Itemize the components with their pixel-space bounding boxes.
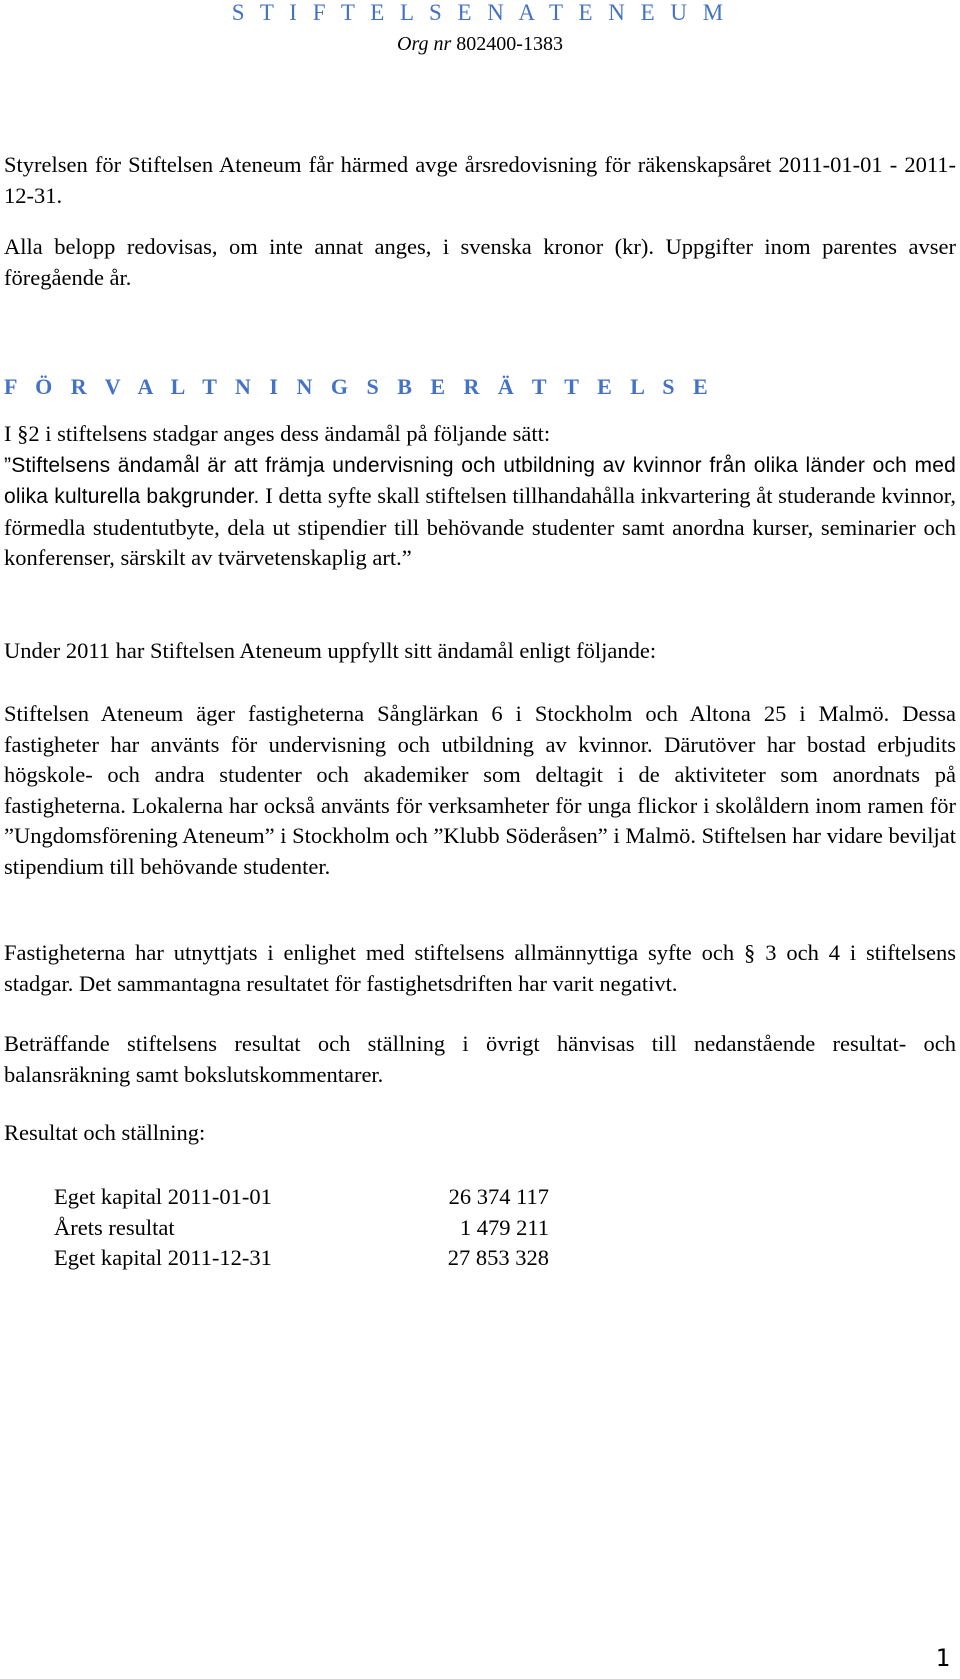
page-number: 1 — [935, 1644, 950, 1672]
result-value: 26 374 117 — [448, 1184, 549, 1209]
property-paragraph — [4, 938, 956, 999]
result-label: Eget kapital 2011-01-01 — [54, 1184, 272, 1209]
statute-paragraph — [4, 419, 956, 574]
table-row — [54, 1243, 549, 1274]
reference-paragraph: Beträffande stiftelsens resultat och ställning i övrigt hänvisas till nedanstående resultat- och balansräkning samt bokslutskommentarer. — [4, 1031, 956, 1087]
intro-paragraph-2: Alla belopp redovisas, om inte annat anges, i svenska kronor (kr). Uppgifter inom parentes avser föregående år. — [4, 234, 956, 290]
property-part-a: Fastigheterna har utnyttjats i enlighet med stiftelsens allmännyttiga syfte och § 3 och 4 i stiftelsens stadgar. — [4, 940, 956, 996]
result-label: Årets resultat — [54, 1214, 175, 1240]
statute-quote-part-b: I detta syfte skall stiftelsen tillhandahålla inkvartering åt studerande kvinnor, förmedla studentutbyte, dela ut stipendier till behövande studenter samt anordna kurser, seminarier och konferenser, särskilt av tvärvetenskaplig art.” — [4, 483, 957, 570]
statute-quote-part-a: ”Stiftelsens ändamål är att främja undervisning och utbildning av kvinnor från olika länder och med olika kulturella bakgrunder. — [4, 453, 956, 508]
document-header — [0, 0, 960, 56]
result-value: 27 853 328 — [447, 1245, 549, 1270]
fulfilment-intro: Under 2011 har Stiftelsen Ateneum uppfyllt sitt ändamål enligt följande: — [4, 638, 657, 663]
result-value: 1 479 211 — [459, 1214, 549, 1240]
fulfilment-paragraph — [4, 699, 956, 882]
organization-name: S T I F T E L S E N A T E N E U M — [231, 0, 729, 25]
results-table — [54, 1182, 549, 1274]
org-nr-label: Org nr — [397, 33, 452, 55]
intro-paragraph-1: Styrelsen för Stiftelsen Ateneum får härmed avge årsredovisning för räkenskapsåret 2011-01-01 - 2011-12-31. — [4, 152, 956, 208]
table-row — [54, 1182, 549, 1213]
statute-quote — [4, 450, 956, 574]
statute-intro: I §2 i stiftelsens stadgar anges dess ändamål på följande sätt: — [4, 421, 551, 446]
results-heading: Resultat och ställning: — [4, 1120, 206, 1145]
result-label: Eget kapital 2011-12-31 — [54, 1245, 272, 1270]
fulfilment-part-a: Stiftelsen Ateneum äger fastigheterna Sånglärkan 6 i Stockholm och Altona 25 i Malmö. Dessa fastigheter har använts för undervisning och utbildning av kvinnor. — [4, 701, 956, 757]
property-part-b: Det sammantagna resultatet för fastighetsdriften har varit negativt. — [73, 970, 678, 996]
table-row — [54, 1213, 549, 1244]
org-nr-value: 802400-1383 — [456, 33, 563, 55]
fulfilment-part-d: Stiftelsen har vidare beviljat stipendium till behövande studenter. — [4, 823, 956, 879]
section-title: F Ö R V A L T N I N G S B E R Ä T T E L S E — [4, 374, 715, 399]
fulfilment-part-b: Därutöver har bostad erbjudits högskole- och andra studenter och akademiker som deltagit i de aktiviteter som anordnats på fastigheterna. — [4, 731, 957, 818]
fulfilment-part-c: Lokalerna har också använts för verksamheter för unga flickor i skolåldern inom ramen för ”Ungdomsförening Ateneum” i Stockholm och ”Klubb Söderåsen” i Malmö. — [4, 792, 956, 848]
organization-number — [0, 32, 960, 56]
